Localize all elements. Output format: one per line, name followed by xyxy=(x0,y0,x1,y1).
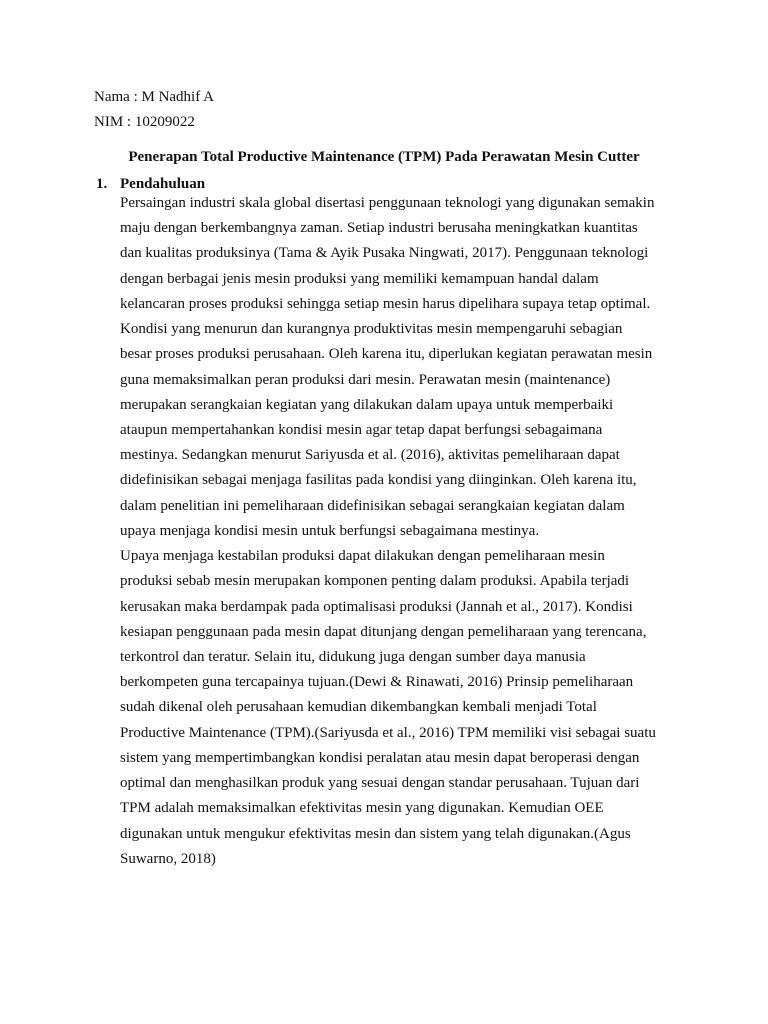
section-title: Pendahuluan xyxy=(120,176,206,192)
text-line: sistem yang mempertimbangkan kondisi peralatan atau mesin dapat beroperasi dengan xyxy=(120,750,640,766)
text-line: Productive Maintenance (TPM).(Sariyusda et al., 2016) TPM memiliki visi sebagai suatu xyxy=(120,725,656,741)
text-line: merupakan serangkaian kegiatan yang dilakukan dalam upaya untuk memperbaiki xyxy=(120,397,614,413)
text-line: dengan berbagai jenis mesin produksi yang memiliki kemampuan handal dalam xyxy=(120,271,599,287)
text-line: dalam penelitian ini pemeliharaan didefinisikan sebagai serangkaian kegiatan dalam xyxy=(120,498,625,514)
text-line: produksi sebab mesin merupakan komponen penting dalam produksi. Apabila terjadi xyxy=(120,573,630,589)
text-line: Suwarno, 2018) xyxy=(120,851,216,867)
text-line: dan kualitas produksinya (Tama & Ayik Pusaka Ningwati, 2017). Penggunaan teknologi xyxy=(120,245,649,261)
text-line: mestinya. Sedangkan menurut Sariyusda et al. (2016), aktivitas pemeliharaan dapat xyxy=(120,447,620,463)
student-id: NIM : 10209022 xyxy=(94,114,195,130)
document-title: Penerapan Total Productive Maintenance (TPM) Pada Perawatan Mesin Cutter xyxy=(128,149,640,165)
text-line: kelancaran proses produksi sehingga setiap mesin harus dipelihara supaya tetap optimal. xyxy=(120,296,651,312)
text-line: besar proses produksi perusahaan. Oleh karena itu, diperlukan kegiatan perawatan mesin xyxy=(120,346,653,362)
text-line: upaya menjaga kondisi mesin untuk berfungsi sebagaimana mestinya. xyxy=(120,523,540,539)
text-line: didefinisikan sebagai menjaga fasilitas pada kondisi yang diinginkan. Oleh karena itu, xyxy=(120,472,637,488)
text-line: Kondisi yang menurun dan kurangnya produktivitas mesin mempengaruhi sebagian xyxy=(120,321,623,337)
section-number: 1. xyxy=(96,176,108,192)
text-line: kerusakan maka berdampak pada optimalisasi produksi (Jannah et al., 2017). Kondisi xyxy=(120,599,633,615)
text-line: Persaingan industri skala global disertasi penggunaan teknologi yang digunakan semakin xyxy=(120,195,655,211)
text-line: TPM adalah memaksimalkan efektivitas mesin yang digunakan. Kemudian OEE xyxy=(120,800,604,816)
text-line: kesiapan penggunaan pada mesin dapat ditunjang dengan pemeliharaan yang terencana, xyxy=(120,624,647,640)
section-heading xyxy=(96,175,205,193)
text-line: berkompeten guna tercapainya tujuan.(Dewi & Rinawati, 2016) Prinsip pemeliharaan xyxy=(120,674,634,690)
text-line: Upaya menjaga kestabilan produksi dapat dilakukan dengan pemeliharaan mesin xyxy=(120,548,605,564)
text-line: maju dengan berkembangnya zaman. Setiap industri berusaha meningkatkan kuantitas xyxy=(120,220,638,236)
text-line: sudah dikenal oleh perusahaan kemudian dikembangkan kembali menjadi Total xyxy=(120,699,597,715)
text-line: optimal dan menghasilkan produk yang sesuai dengan standar perusahaan. Tujuan dari xyxy=(120,775,640,791)
text-line: terkontrol dan teratur. Selain itu, didukung juga dengan sumber daya manusia xyxy=(120,649,586,665)
text-line: ataupun mempertahankan kondisi mesin agar tetap dapat berfungsi sebagaimana xyxy=(120,422,603,438)
author-name: Nama : M Nadhif A xyxy=(94,89,214,105)
text-line: digunakan untuk mengukur efektivitas mesin dan sistem yang telah digunakan.(Agus xyxy=(120,826,631,842)
text-line: guna memaksimalkan peran produksi dari mesin. Perawatan mesin (maintenance) xyxy=(120,372,611,388)
